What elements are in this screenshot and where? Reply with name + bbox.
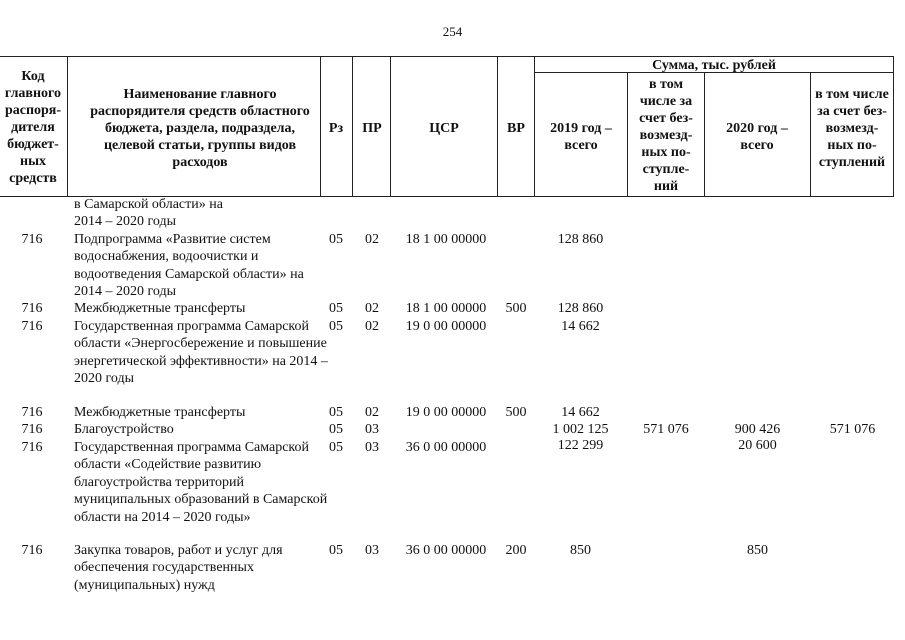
row-csr: 36 0 00 00000 [405,543,487,558]
row-pr: 03 [365,422,379,437]
row-sum-2019: 128 860 [557,301,604,316]
header-pr: ПР [362,121,382,136]
row-name: Межбюджетные трансферты [74,301,246,316]
page-number: 254 [442,24,463,39]
row-sum-2019: 850 [570,543,591,558]
row-pr: 03 [365,440,379,455]
col-divider-9 [810,72,811,197]
row-vr: 500 [505,405,527,420]
row-sum-2020: 900 426 [734,422,781,437]
row-name: Закупка товаров, работ и услуг для обеспечения государственных (муниципальных) нужд [74,543,283,593]
row-code: 716 [21,405,43,420]
row-code: 716 [21,422,43,437]
header-2019-free: в том числе за счет без-возмезд-ных по-ступле-ний [639,77,693,194]
row-vr: 200 [505,543,527,558]
row-sum-2019: 14 662 [561,319,600,334]
col-divider-6 [534,56,535,197]
row-rz: 05 [329,301,343,316]
row-name: Государственная программа Самарской области «Энергосбережение и повышение энергетической эффективности» на 2014 – 2020 годы [74,319,328,387]
row-rz: 05 [329,405,343,420]
row-sum-2019: 1 002 125 [552,422,609,437]
row-sum-2019: 14 662 [561,405,600,420]
row-pr: 02 [365,301,379,316]
row-code: 716 [21,301,43,316]
header-2019-total: 2019 год – всего [550,121,612,153]
row-csr: 19 0 00 00000 [405,319,487,334]
row-rz: 05 [329,440,343,455]
row-vr: 500 [505,301,527,316]
row-name: Подпрограмма «Развитие систем водоснабжения, водоочистки и водоотведения Самарской области» на 2014 – 2020 годы [74,232,304,300]
header-rz: Рз [328,121,344,136]
col-divider-2 [320,56,321,197]
row-code: 716 [21,543,43,558]
col-divider-right [893,56,894,197]
col-divider-1 [67,56,68,197]
continuation-text: в Самарской области» на 2014 – 2020 годы [74,197,223,230]
row-csr: 18 1 00 00000 [405,232,487,247]
row-csr: 18 1 00 00000 [405,301,487,316]
col-divider-8 [704,72,705,197]
row-rz: 05 [329,232,343,247]
col-divider-7 [627,72,628,197]
row-pr: 03 [365,543,379,558]
header-csr: ЦСР [429,121,459,136]
row-name: Благоустройство [74,422,174,437]
header-code: Код главного распоря-дителя бюджет-ных средств [4,69,62,186]
row-pr: 02 [365,319,379,334]
row-pr: 02 [365,232,379,247]
col-divider-3 [352,56,353,197]
header-vr: ВР [507,121,525,136]
header-2020-total: 2020 год – всего [726,121,788,153]
header-2020-free: в том числе за счет без-возмезд-ных по-ступлений [815,87,889,170]
row-name: Государственная программа Самарской области «Содействие развитию благоустройства территорий муниципальных образований в Самарской области на 2014 – 2020 годы» [74,440,328,525]
row-free-2019: 571 076 [643,422,689,437]
row-sum-2020: 20 600 [738,438,777,453]
col-divider-4 [390,56,391,197]
header-sum: Сумма, тыс. рублей [652,58,776,73]
header-name: Наименование главного распорядителя средств областного бюджета, раздела, подраздела, целевой статьи, группы видов расходов [90,87,310,170]
row-rz: 05 [329,319,343,334]
row-sum-2019: 128 860 [557,232,604,247]
row-sum-2020: 850 [747,543,768,558]
row-pr: 02 [365,405,379,420]
row-free-2020: 571 076 [829,422,876,437]
row-code: 716 [21,440,43,455]
row-csr: 19 0 00 00000 [405,405,487,420]
row-code: 716 [21,319,43,334]
row-code: 716 [21,232,43,247]
row-csr: 36 0 00 00000 [405,440,487,455]
row-sum-2019: 122 299 [557,438,604,453]
row-rz: 05 [329,422,343,437]
row-name: Межбюджетные трансферты [74,405,246,420]
row-rz: 05 [329,543,343,558]
